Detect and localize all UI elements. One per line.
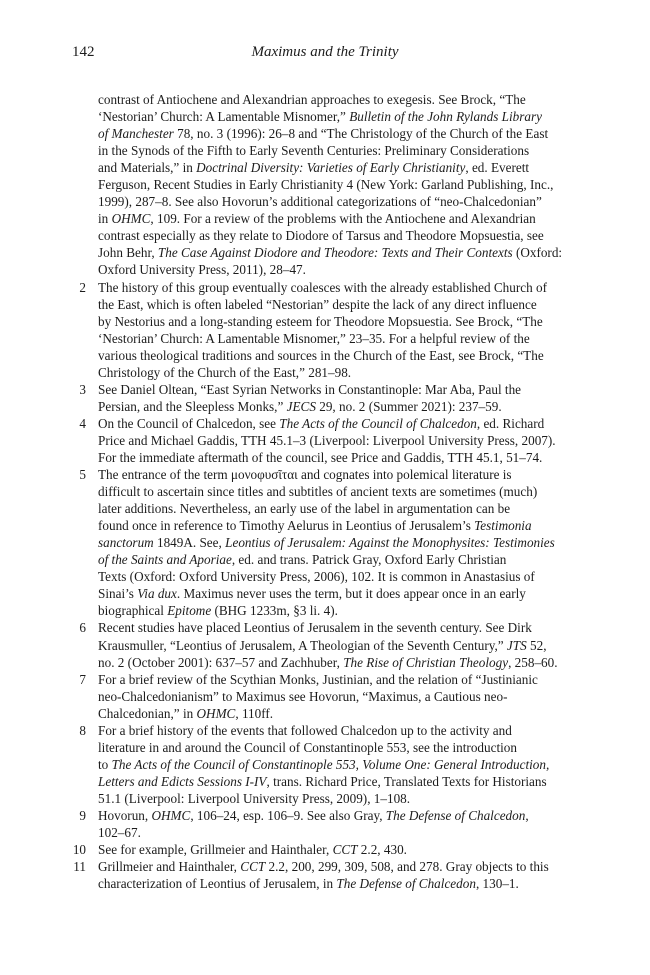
endnote-line: Recent studies have placed Leontius of Jerusalem in the seventh century. See Dirk: [98, 620, 532, 636]
endnote-line: 102–67.: [98, 825, 141, 841]
endnote: [72, 415, 578, 466]
endnote-line: Oxford University Press, 2011), 28–47.: [98, 262, 306, 278]
endnote-line: Christology of the Church of the East,” 281–98.: [98, 364, 352, 380]
endnote-line: ‘Nestorian’ Church: A Lamentable Misnomer,” Bulletin of the John Rylands Library: [98, 109, 542, 125]
endnote-line: sanctorum 1849A. See, Leontius of Jerusalem: Against the Monophysites: Testimonies: [98, 535, 555, 551]
endnote-line: 1999), 287–8. See also Hovorun’s additional categorizations of “neo-Chalcedonian”: [98, 194, 542, 210]
endnote: [72, 671, 578, 722]
endnote: [72, 466, 578, 619]
endnote-number: 10: [72, 842, 86, 858]
endnote-line: Sinai’s Via dux. Maximus never uses the term, but it does appear once in an early: [98, 586, 526, 602]
endnote-line: various theological traditions and sources in the Church of the East, see Brock, “The: [98, 347, 544, 363]
endnote-line: The entrance of the term μονοφυσῖται and cognates into polemical literature is: [98, 467, 512, 483]
running-title: Maximus and the Trinity: [251, 44, 399, 60]
endnote-line: of Manchester 78, no. 3 (1996): 26–8 and “The Christology of the Church of the East: [98, 126, 549, 142]
running-head: [72, 44, 578, 68]
endnote-line: Persian, and the Sleepless Monks,” JECS 29, no. 2 (Summer 2021): 237–59.: [98, 398, 502, 414]
endnote-line: literature in and around the Council of Constantinople 553, see the introduction: [98, 739, 517, 755]
endnote-line: in OHMC, 109. For a review of the problems with the Antiochene and Alexandrian: [98, 211, 536, 227]
endnote-line: neo-Chalcedonianism” to Maximus see Hovorun, “Maximus, a Cautious neo-: [98, 688, 508, 704]
endnote: [72, 722, 578, 807]
endnote-line: 51.1 (Liverpool: Liverpool University Press, 2009), 1–108.: [98, 790, 411, 806]
endnote: [72, 858, 578, 892]
endnote-number: 3: [79, 381, 86, 397]
endnote: [72, 841, 578, 858]
endnote-line: Krausmuller, “Leontius of Jerusalem, A Theologian of the Seventh Century,” JTS 52,: [98, 637, 547, 653]
endnote-line: Price and Michael Gaddis, TTH 45.1–3 (Liverpool: Liverpool University Press, 2007).: [98, 432, 556, 448]
endnote-line: in the Synods of the Fifth to Early Seventh Centuries: Preliminary Considerations: [98, 143, 530, 159]
endnote-line: and Materials,” in Doctrinal Diversity: Varieties of Early Christianity, ed. Everett: [98, 160, 530, 176]
endnote-line: by Nestorius and a long-standing esteem for Theodore Mopsuestia. See Brock, “The: [98, 313, 543, 329]
endnote-line: later additions. Nevertheless, an early use of the label in argumentation can be: [98, 501, 511, 517]
endnote-line: On the Council of Chalcedon, see The Acts of the Council of Chalcedon, ed. Richard: [98, 415, 545, 431]
endnote-line: to The Acts of the Council of Constantinople 553, Volume One: General Introduction,: [98, 756, 550, 772]
endnote-line: Grillmeier and Hainthaler, CCT 2.2, 200, 299, 309, 508, and 278. Gray objects to this: [98, 859, 549, 875]
endnote-line: contrast of Antiochene and Alexandrian approaches to exegesis. See Brock, “The: [98, 92, 526, 107]
endnote-number: 7: [79, 671, 86, 687]
endnote-line: John Behr, The Case Against Diodore and Theodore: Texts and Their Contexts (Oxford:: [98, 245, 563, 261]
endnote-number: 2: [79, 279, 86, 295]
endnote-line: For a brief review of the Scythian Monks, Justinian, and the relation of “Justinianic: [98, 671, 538, 687]
endnote-line: contrast especially as they relate to Diodore of Tarsus and Theodore Mopsuestia, see: [98, 228, 544, 244]
endnote-line: ‘Nestorian’ Church: A Lamentable Misnomer,” 23–35. For a helpful review of the: [98, 330, 530, 346]
endnote-line: Chalcedonian,” in OHMC, 110ff.: [98, 705, 274, 721]
endnote-number: 5: [79, 467, 86, 483]
endnote-line: See Daniel Oltean, “East Syrian Networks in Constantinople: Mar Aba, Paul the: [98, 381, 522, 397]
endnote-line: Letters and Edicts Sessions I-IV, trans. Richard Price, Translated Texts for Historians: [98, 773, 547, 789]
endnote: [72, 279, 578, 381]
endnote-number: 6: [79, 620, 86, 636]
endnote-number: 11: [73, 859, 86, 875]
endnote-line: Hovorun, OHMC, 106–24, esp. 106–9. See also Gray, The Defense of Chalcedon,: [98, 807, 529, 823]
endnote-line: For the immediate aftermath of the council, see Price and Gaddis, TTH 45.1, 51–74.: [98, 449, 543, 465]
endnote-line: no. 2 (October 2001): 637–57 and Zachhuber, The Rise of Christian Theology, 258–60.: [98, 654, 558, 670]
endnote-line: found once in reference to Timothy Aelurus in Leontius of Jerusalem’s Testimonia: [98, 518, 532, 534]
endnote-line: For a brief history of the events that followed Chalcedon up to the activity and: [98, 722, 512, 738]
endnote: [72, 807, 578, 841]
endnote-line: of the Saints and Aporiae, ed. and trans. Patrick Gray, Oxford Early Christian: [98, 552, 507, 568]
endnote-line: the East, which is often labeled “Nestorian” despite the lack of any direct influence: [98, 296, 537, 312]
endnote-line: Texts (Oxford: Oxford University Press, 2006), 102. It is common in Anastasius of: [98, 569, 535, 585]
endnote-number: 9: [79, 807, 86, 823]
endnote-number: 8: [79, 722, 86, 738]
endnote-line: characterization of Leontius of Jerusalem, in The Defense of Chalcedon, 130–1.: [98, 876, 519, 892]
page-number: 142: [72, 44, 95, 60]
endnotes-list: [72, 91, 578, 892]
endnote: [72, 91, 578, 279]
endnote-number: 4: [79, 415, 86, 431]
endnote-line: difficult to ascertain since titles and subtitles of ancient texts are sometimes (much): [98, 484, 538, 500]
endnote-line: Ferguson, Recent Studies in Early Christianity 4 (New York: Garland Publishing, Inc.,: [98, 177, 554, 193]
endnote-line: See for example, Grillmeier and Hainthaler, CCT 2.2, 430.: [98, 842, 407, 858]
endnote: [72, 619, 578, 670]
endnote: [72, 381, 578, 415]
endnote-line: The history of this group eventually coalesces with the already established Church of: [98, 279, 547, 295]
endnote-line: biographical Epitome (BHG 1233m, §3 li. 4).: [98, 603, 338, 619]
